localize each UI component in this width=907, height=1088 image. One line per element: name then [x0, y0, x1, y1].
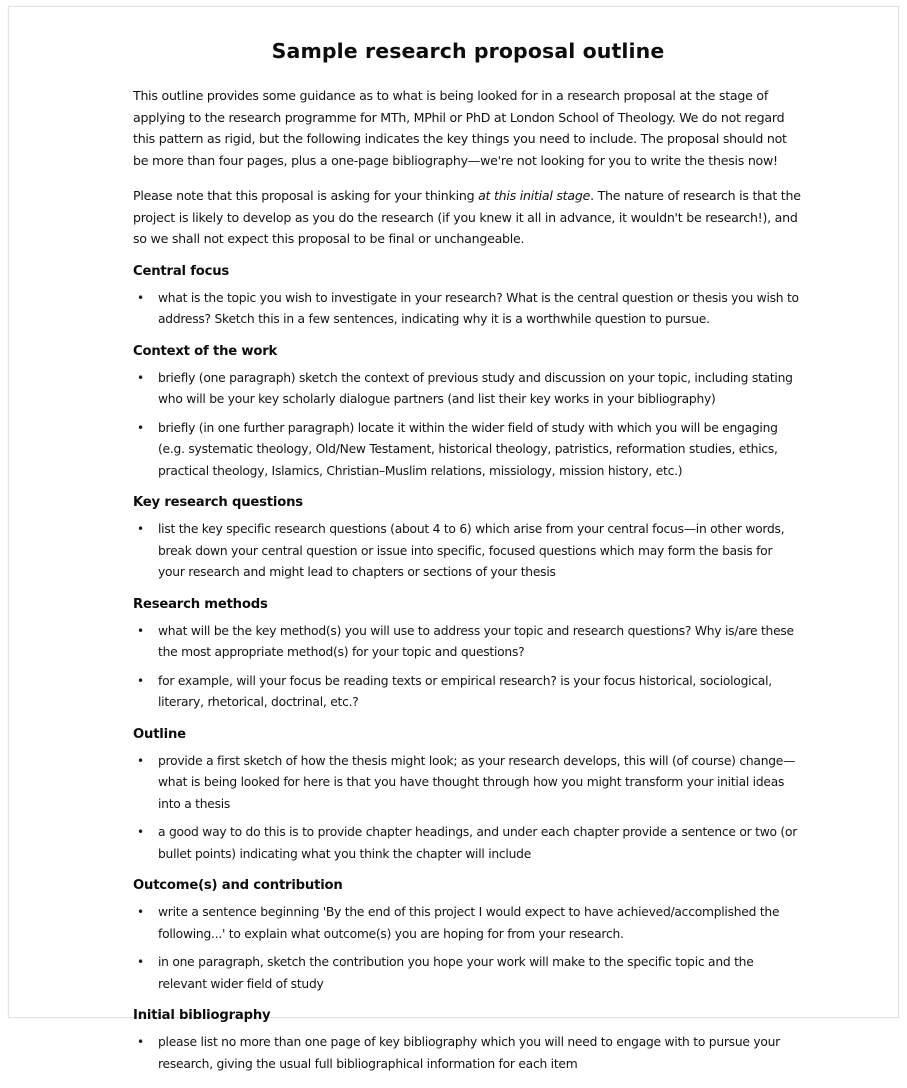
list-item [125, 621, 801, 664]
list-item-text: in one paragraph, sketch the contribution you hope your work will make to the specific topic and the relevant wider field of study [158, 955, 754, 991]
bullet-list-context-of-the-work [125, 368, 801, 483]
bullet-dot-icon: • [137, 420, 144, 435]
section-central-focus [125, 264, 801, 331]
bullet-list-initial-bibliography [125, 1032, 801, 1075]
bullet-list-outline [125, 751, 801, 866]
list-item-text: briefly (in one further paragraph) locate it within the wider field of study with which you will be engaging (e.g. systematic theology, Old/New Testament, historical theology, patristics, reformation studies, ethics, practical theology, Islamics, Christian–Muslim relations, missiology, mission history, etc.) [158, 420, 778, 478]
list-item [125, 952, 801, 995]
section-research-methods [125, 597, 801, 714]
list-item-text: write a sentence beginning 'By the end of this project I would expect to have achieved/accomplished the following...' to explain what outcome(s) you are hoping for from your research. [158, 905, 780, 941]
list-item-text: what is the topic you wish to investigate in your research? What is the central question or thesis you wish to address? Sketch this in a few sentences, indicating why it is a worthwhile question to pursue. [158, 290, 799, 326]
intro-paragraph-2-text-before: Please note that this proposal is asking for your thinking [133, 188, 479, 203]
list-item [125, 1032, 801, 1075]
section-outcomes-and-contribution [125, 878, 801, 995]
list-item [125, 519, 801, 584]
bullet-dot-icon: • [137, 522, 144, 536]
section-heading-central-focus: Central focus [133, 263, 230, 279]
section-heading-initial-bibliography: Initial bibliography [133, 1008, 271, 1023]
section-context-of-the-work [125, 344, 801, 483]
bullet-list-central-focus [125, 288, 801, 331]
list-item [125, 902, 801, 945]
bullet-dot-icon: • [137, 955, 144, 969]
list-item [125, 671, 801, 714]
bullet-dot-icon: • [137, 290, 144, 305]
bullet-list-research-methods [125, 621, 801, 714]
section-heading-context-of-the-work: Context of the work [133, 343, 278, 359]
bullet-dot-icon: • [137, 753, 144, 768]
bullet-dot-icon: • [137, 623, 144, 638]
list-item [125, 418, 801, 483]
bullet-dot-icon: • [137, 1035, 144, 1049]
intro-paragraph-2-text-after: . The nature of research is that the project is likely to develop as you do the research (if you knew it all in advance, it wouldn't be research!), and so we shall not expect this proposal to be final or unchangeable. [133, 188, 801, 246]
list-item [125, 751, 801, 816]
section-initial-bibliography [125, 1008, 801, 1075]
section-key-research-questions [125, 495, 801, 584]
intro-paragraph-2 [125, 185, 801, 250]
list-item [125, 822, 801, 865]
list-item-text: briefly (one paragraph) sketch the context of previous study and discussion on your topic, including stating who will be your key scholarly dialogue partners (and list their key works in your bibliography) [158, 370, 793, 406]
intro-paragraph-1 [125, 85, 801, 171]
list-item-text: please list no more than one page of key bibliography which you will need to engage with to pursue your research, giving the usual full bibliographical information for each item [158, 1035, 780, 1071]
page-title: Sample research proposal outline [271, 39, 665, 63]
list-item-text: provide a first sketch of how the thesis might look; as your research develops, this will (of course) change—what is being looked for here is that you have thought through how you might transform your initial ideas into a thesis [158, 753, 796, 811]
document-page [8, 6, 899, 1071]
bullet-dot-icon: • [137, 825, 144, 839]
list-item-text: what will be the key method(s) you will use to address your topic and research questions? Why is/are these the most appropriate method(s) for your topic and questions? [158, 623, 794, 659]
list-item [125, 368, 801, 411]
document-body [125, 39, 801, 1088]
intro-paragraph-2-emphasis: at this initial stage [478, 188, 591, 203]
section-heading-research-methods: Research methods [133, 596, 268, 612]
section-heading-outcomes-and-contribution: Outcome(s) and contribution [133, 878, 343, 893]
list-item-text: for example, will your focus be reading texts or empirical research? is your focus historical, sociological, literary, rhetorical, doctrinal, etc.? [158, 673, 772, 709]
list-item [125, 288, 801, 331]
section-outline [125, 727, 801, 866]
bullet-dot-icon: • [137, 370, 144, 385]
bullet-list-key-research-questions [125, 519, 801, 584]
bullet-dot-icon: • [137, 673, 144, 688]
list-item-text: a good way to do this is to provide chapter headings, and under each chapter provide a sentence or two (or bullet points) indicating what you think the chapter will include [158, 825, 798, 861]
section-heading-key-research-questions: Key research questions [133, 495, 303, 510]
list-item-text: list the key specific research questions (about 4 to 6) which arise from your central focus—in other words, break down your central question or issue into specific, focused questions which may form the basis for your research and might lead to chapters or sections of your thesis [158, 522, 785, 579]
intro-paragraph-1-text: This outline provides some guidance as to what is being looked for in a research proposal at the stage of applying to the research programme for MTh, MPhil or PhD at London School of Theology. We do not regard this pattern as rigid, but the following indicates the key things you need to include. The proposal should not be more than four pages, plus a one-page bibliography—we're not looking for you to write the thesis now! [133, 88, 787, 168]
bullet-list-outcomes-and-contribution [125, 902, 801, 995]
bullet-dot-icon: • [137, 905, 144, 919]
section-heading-outline: Outline [133, 726, 186, 742]
